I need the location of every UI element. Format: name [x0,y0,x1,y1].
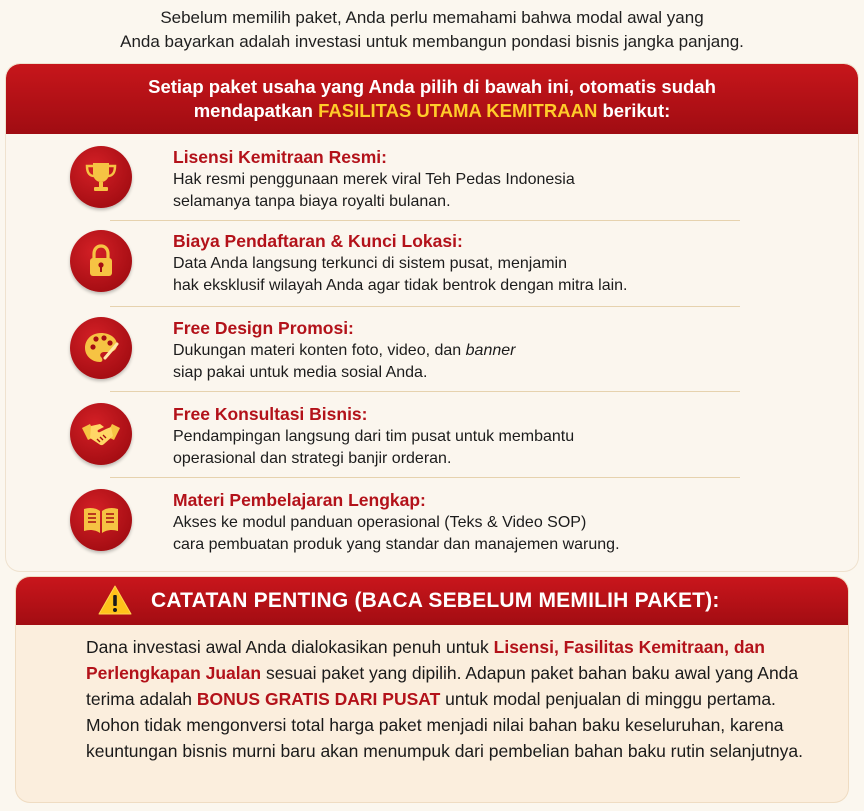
handshake-icon [70,403,132,465]
facilities-heading-line-2 [6,99,858,123]
note-text: untuk modal penjualan di minggu pertama. Mohon tidak mengonversi total harga paket menjadi nilai bahan baku keseluruhan, karena keuntungan bisnis murni baru akan menumpuk dari pembelian bahan baku rutin selanjutnya. [86,689,803,761]
facilities-panel [6,64,858,571]
feature-title: Free Design Promosi: [173,318,354,338]
feature-title: Biaya Pendaftaran & Kunci Lokasi: [173,231,463,251]
feature-description-line-2: hak eksklusif wilayah Anda agar tidak bentrok dengan mitra lain. [173,277,628,294]
feature-title: Materi Pembelajaran Lengkap: [173,490,426,510]
padlock-icon [70,230,132,292]
divider [110,306,740,307]
note-highlight: BONUS GRATIS DARI PUSAT [196,689,441,709]
feature-description-line-2: cara pembuatan produk yang standar dan manajemen warung. [173,536,620,553]
feature-description-line-2: operasional dan strategi banjir orderan. [173,450,452,467]
palette-icon [70,317,132,379]
divider [110,391,740,392]
feature-description-line-1 [173,340,515,362]
important-note-body [86,634,826,764]
facilities-heading-line-1: Setiap paket usaha yang Anda pilih di bawah ini, otomatis sudah [148,76,716,97]
feature-item-design [70,311,810,393]
feature-item-registration [70,224,810,306]
important-note-box [16,577,848,802]
heading-highlight: FASILITAS UTAMA KEMITRAAN [318,100,598,121]
feature-description-line-2: selamanya tanpa biaya royalti bulanan. [173,193,451,210]
feature-description-line-1: Akses ke modul panduan operasional (Teks & Video SOP) [173,514,587,531]
intro-line-1: Sebelum memilih paket, Anda perlu memahami bahwa modal awal yang [160,8,704,27]
description-italic: banner [465,342,516,359]
heading-text-end: berikut: [597,100,671,121]
feature-item-license [70,140,810,222]
facilities-heading [6,64,858,134]
divider [110,220,740,221]
heading-text: mendapatkan [193,100,319,121]
feature-description-line-1: Hak resmi penggunaan merek viral Teh Pedas Indonesia [173,171,575,188]
divider [110,477,740,478]
description-text: Dukungan materi konten foto, video, dan [173,342,466,359]
feature-description-line-1: Pendampingan langsung dari tim pusat untuk membantu [173,428,575,445]
intro-text [0,6,864,54]
feature-title: Lisensi Kemitraan Resmi: [173,147,387,167]
important-note-title: CATATAN PENTING (BACA SEBELUM MEMILIH PAKET): [151,589,720,612]
feature-description-line-1: Data Anda langsung terkunci di sistem pusat, menjamin [173,255,567,272]
intro-line-2: Anda bayarkan adalah investasi untuk membangun pondasi bisnis jangka panjang. [120,32,744,51]
feature-item-consultation [70,397,810,479]
note-text: Dana investasi awal Anda dialokasikan penuh untuk [86,637,494,657]
warning-icon [98,584,132,616]
note-highlight: Lisensi, Fasilitas Kemitraan, dan Perlengkapan Jualan [86,637,765,683]
important-note-header [16,577,848,625]
open-book-icon [70,489,132,551]
trophy-icon [70,146,132,208]
feature-title: Free Konsultasi Bisnis: [173,404,368,424]
feature-item-learning [70,483,810,565]
note-text: sesuai paket yang dipilih. Adapun paket bahan baku awal yang Anda terima adalah [86,663,799,709]
feature-description-line-2: siap pakai untuk media sosial Anda. [173,364,428,381]
